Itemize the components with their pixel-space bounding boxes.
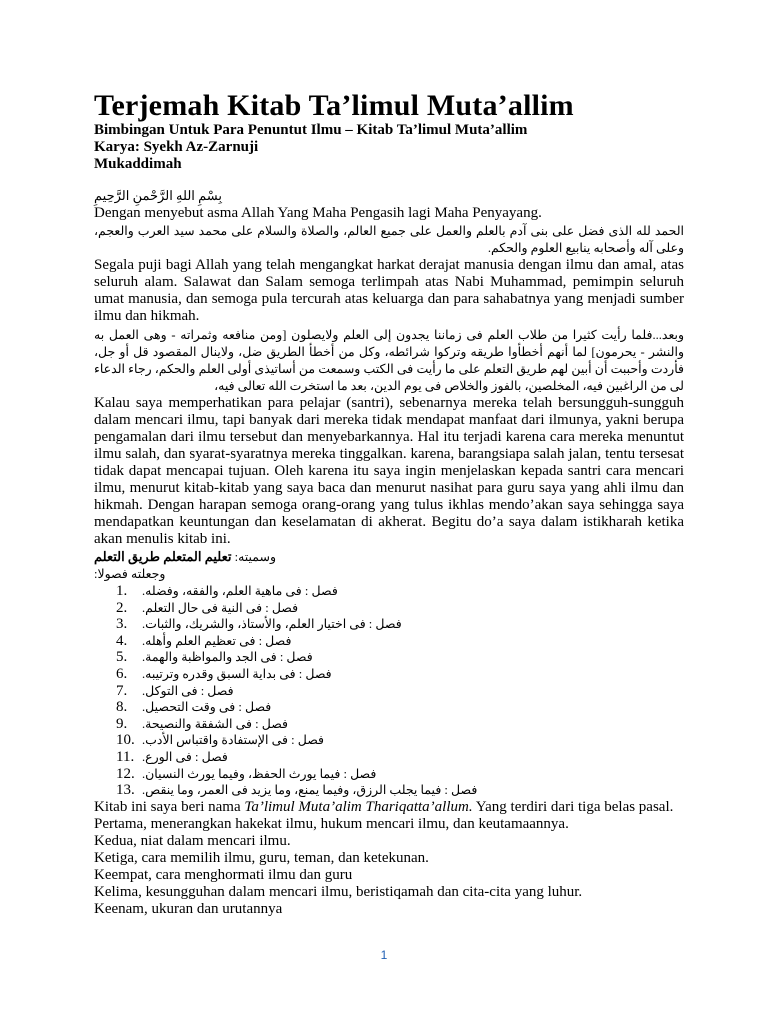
chapter-number: 7.	[116, 682, 128, 699]
summary-line: Pertama, menerangkan hakekat ilmu, hukum mencari ilmu, dan keutamaannya.	[94, 815, 569, 832]
chapter-item	[94, 616, 684, 633]
naming-sentence-after: Yang terdiri dari tiga belas pasal.	[472, 798, 674, 815]
chapter-title: فصل : فى الإستفادة واقتباس الأدب.	[142, 733, 325, 748]
book-title-italic: Ta’limul Muta’alim Thariqatta’allum.	[244, 798, 473, 815]
chapter-number: 6.	[116, 665, 128, 682]
chapter-number: 9.	[116, 715, 128, 732]
naming-title: تعليم المتعلم طريق التعلم	[94, 549, 232, 564]
chapter-item	[94, 583, 684, 600]
section-heading: Mukaddimah	[94, 156, 182, 172]
naming-prefix: وسميته:	[234, 550, 277, 564]
chapter-number: 13.	[116, 782, 135, 799]
chapter-item	[94, 782, 684, 799]
chapter-title: فصل : فى اختيار العلم، والأستاذ، والشريك، والثبات.	[142, 617, 402, 632]
summary-line: Ketiga, cara memilih ilmu, guru, teman, dan ketekunan.	[94, 849, 429, 866]
chapter-title: فصل : فى الجد والمواظبة والهمة.	[142, 650, 313, 665]
chapter-title: فصل : فى تعظيم العلم وأهله.	[142, 633, 292, 648]
chapter-number: 4.	[116, 632, 128, 649]
naming-sentence-before: Kitab ini saya beri nama	[94, 798, 245, 815]
summary-line: Keempat, cara menghormati ilmu dan guru	[94, 866, 353, 883]
chapter-title: فصل : فى التوكل.	[142, 683, 234, 698]
chapter-item	[94, 766, 684, 783]
chapter-title: فصل : فى ماهية العلم، والفقه، وفضله.	[142, 584, 338, 598]
chapter-title: فصل : فيما يورث الحفظ، وفيما يورث النسيان.	[142, 766, 377, 781]
chapter-item	[94, 716, 684, 733]
summary-line: Kedua, niat dalam mencari ilmu.	[94, 832, 291, 849]
chapter-title: فصل : فيما يجلب الرزق، وفيما يمنع، وما يزيد فى العمر، وما ينقص.	[142, 783, 478, 798]
chapter-number: 3.	[116, 616, 128, 633]
arabic-paragraph-2: وبعد...فلما رأيت كثيرا من طلاب العلم فى زماننا يجدون إلى العلم ولايصلون [ومن منافعه وثمراته - وهى العمل به والنشر - يحرمون] لما أنهم أخطأوا طريقه وتركوا شرائطه، وكل من أخطأ الطريق ضل، ولاينال المقصود قل أو جل، فأردت وأحببت أن أبين لهم طريق التعلم على ما رأيت فى الكتب وسمعت من أساتيذى أولى العلم والحكم، رجاء الدعاء لى من الراغبين فيه، المخلصين، بالفوز والخلاص فى يوم الدين، بعد ما استخرت الله تعالى فيه،	[94, 328, 684, 393]
translation-paragraph-2: Kalau saya memperhatikan para pelajar (santri), sebenarnya mereka telah bersungguh-sungguh dalam mencari ilmu, tapi banyak dari mereka tidak mendapat manfaat dari ilmunya, yakni berupa pengamalan dari ilmu tersebut dan menyebarkannya. Hal itu terjadi karena cara mereka menuntut ilmu salah, dan syarat-syaratnya mereka tinggalkan. karena, barangsiapa salah jalan, tentu tersesat tidak dapat mencapai tujuan. Oleh karena itu saya ingin menjelaskan kepada santri cara mencari ilmu, menurut kitab-kitab yang saya baca dan menurut nasihat para guru saya yang ahli ilmu dan hikmah. Dengan harapan semoga orang-orang yang tulus ikhlas mendo’akan saya sehingga saya mendapatkan keuntungan dan keselamatan di akherat. Begitu do’a saya dalam istikharah ketika akan menulis kitab ini.	[94, 395, 684, 547]
translation-paragraph-1: Segala puji bagi Allah yang telah mengangkat harkat derajat manusia dengan ilmu dan amal, atas seluruh alam. Salawat dan Salam semoga terlimpah atas Nabi Muhammad, pemimpin seluruh umat manusia, dan semoga pula tercurah atas keluarga dan para sahabatnya yang menjadi sumber ilmu dan hikmah.	[94, 257, 684, 324]
book-naming-arabic	[94, 548, 684, 566]
chapter-item	[94, 749, 684, 766]
chapter-item	[94, 732, 684, 749]
document-subtitle: Bimbingan Untuk Para Penuntut Ilmu – Kitab Ta’limul Muta’allim	[94, 122, 528, 138]
chapter-item	[94, 699, 684, 716]
author-line: Karya: Syekh Az-Zarnuji	[94, 139, 259, 155]
page-number: 1	[380, 948, 388, 962]
chapter-summary-list	[94, 816, 684, 918]
chapter-item	[94, 633, 684, 650]
chapters-intro: وجعلته فصولا:	[94, 567, 166, 581]
chapter-number: 5.	[116, 649, 128, 666]
arabic-paragraph-1: الحمد لله الذى فضل على بنى آدم بالعلم والعمل على جميع العالم، والصلاة والسلام على محمد سيد العرب والعجم، وعلى آله وأصحابه ينابيع العلوم والحكم.	[94, 224, 684, 255]
chapter-title: فصل : فى النية فى حال التعلم.	[142, 600, 299, 615]
basmalah: بِسْمِ اللهِ الرَّحْمنِ الرَّحِيمِ	[94, 188, 223, 203]
chapter-number: 2.	[116, 599, 128, 616]
summary-line: Kelima, kesungguhan dalam mencari ilmu, beristiqamah dan cita-cita yang luhur.	[94, 883, 583, 900]
chapter-number: 11.	[116, 748, 135, 765]
chapter-number: 10.	[116, 732, 135, 749]
chapter-item	[94, 683, 684, 700]
chapter-list	[94, 583, 684, 799]
chapter-item	[94, 600, 684, 617]
chapter-title: فصل : فى وقت التحصيل.	[142, 700, 272, 715]
chapter-item	[94, 666, 684, 683]
document-page	[94, 90, 684, 918]
basmalah-translation: Dengan menyebut asma Allah Yang Maha Pengasih lagi Maha Penyayang.	[94, 205, 542, 221]
summary-line: Keenam, ukuran dan urutannya	[94, 900, 283, 917]
naming-sentence	[94, 799, 684, 816]
chapter-number: 1.	[116, 583, 128, 599]
chapter-number: 12.	[116, 765, 135, 782]
chapter-item	[94, 649, 684, 666]
chapter-title: فصل : فى بداية السبق وقدره وترتيبه.	[142, 666, 332, 681]
document-title: Terjemah Kitab Ta’limul Muta’allim	[94, 89, 574, 122]
chapter-title: فصل : فى الشفقة والنصيحة.	[142, 716, 289, 731]
chapter-number: 8.	[116, 699, 128, 716]
chapter-title: فصل : فى الورع.	[142, 749, 228, 764]
